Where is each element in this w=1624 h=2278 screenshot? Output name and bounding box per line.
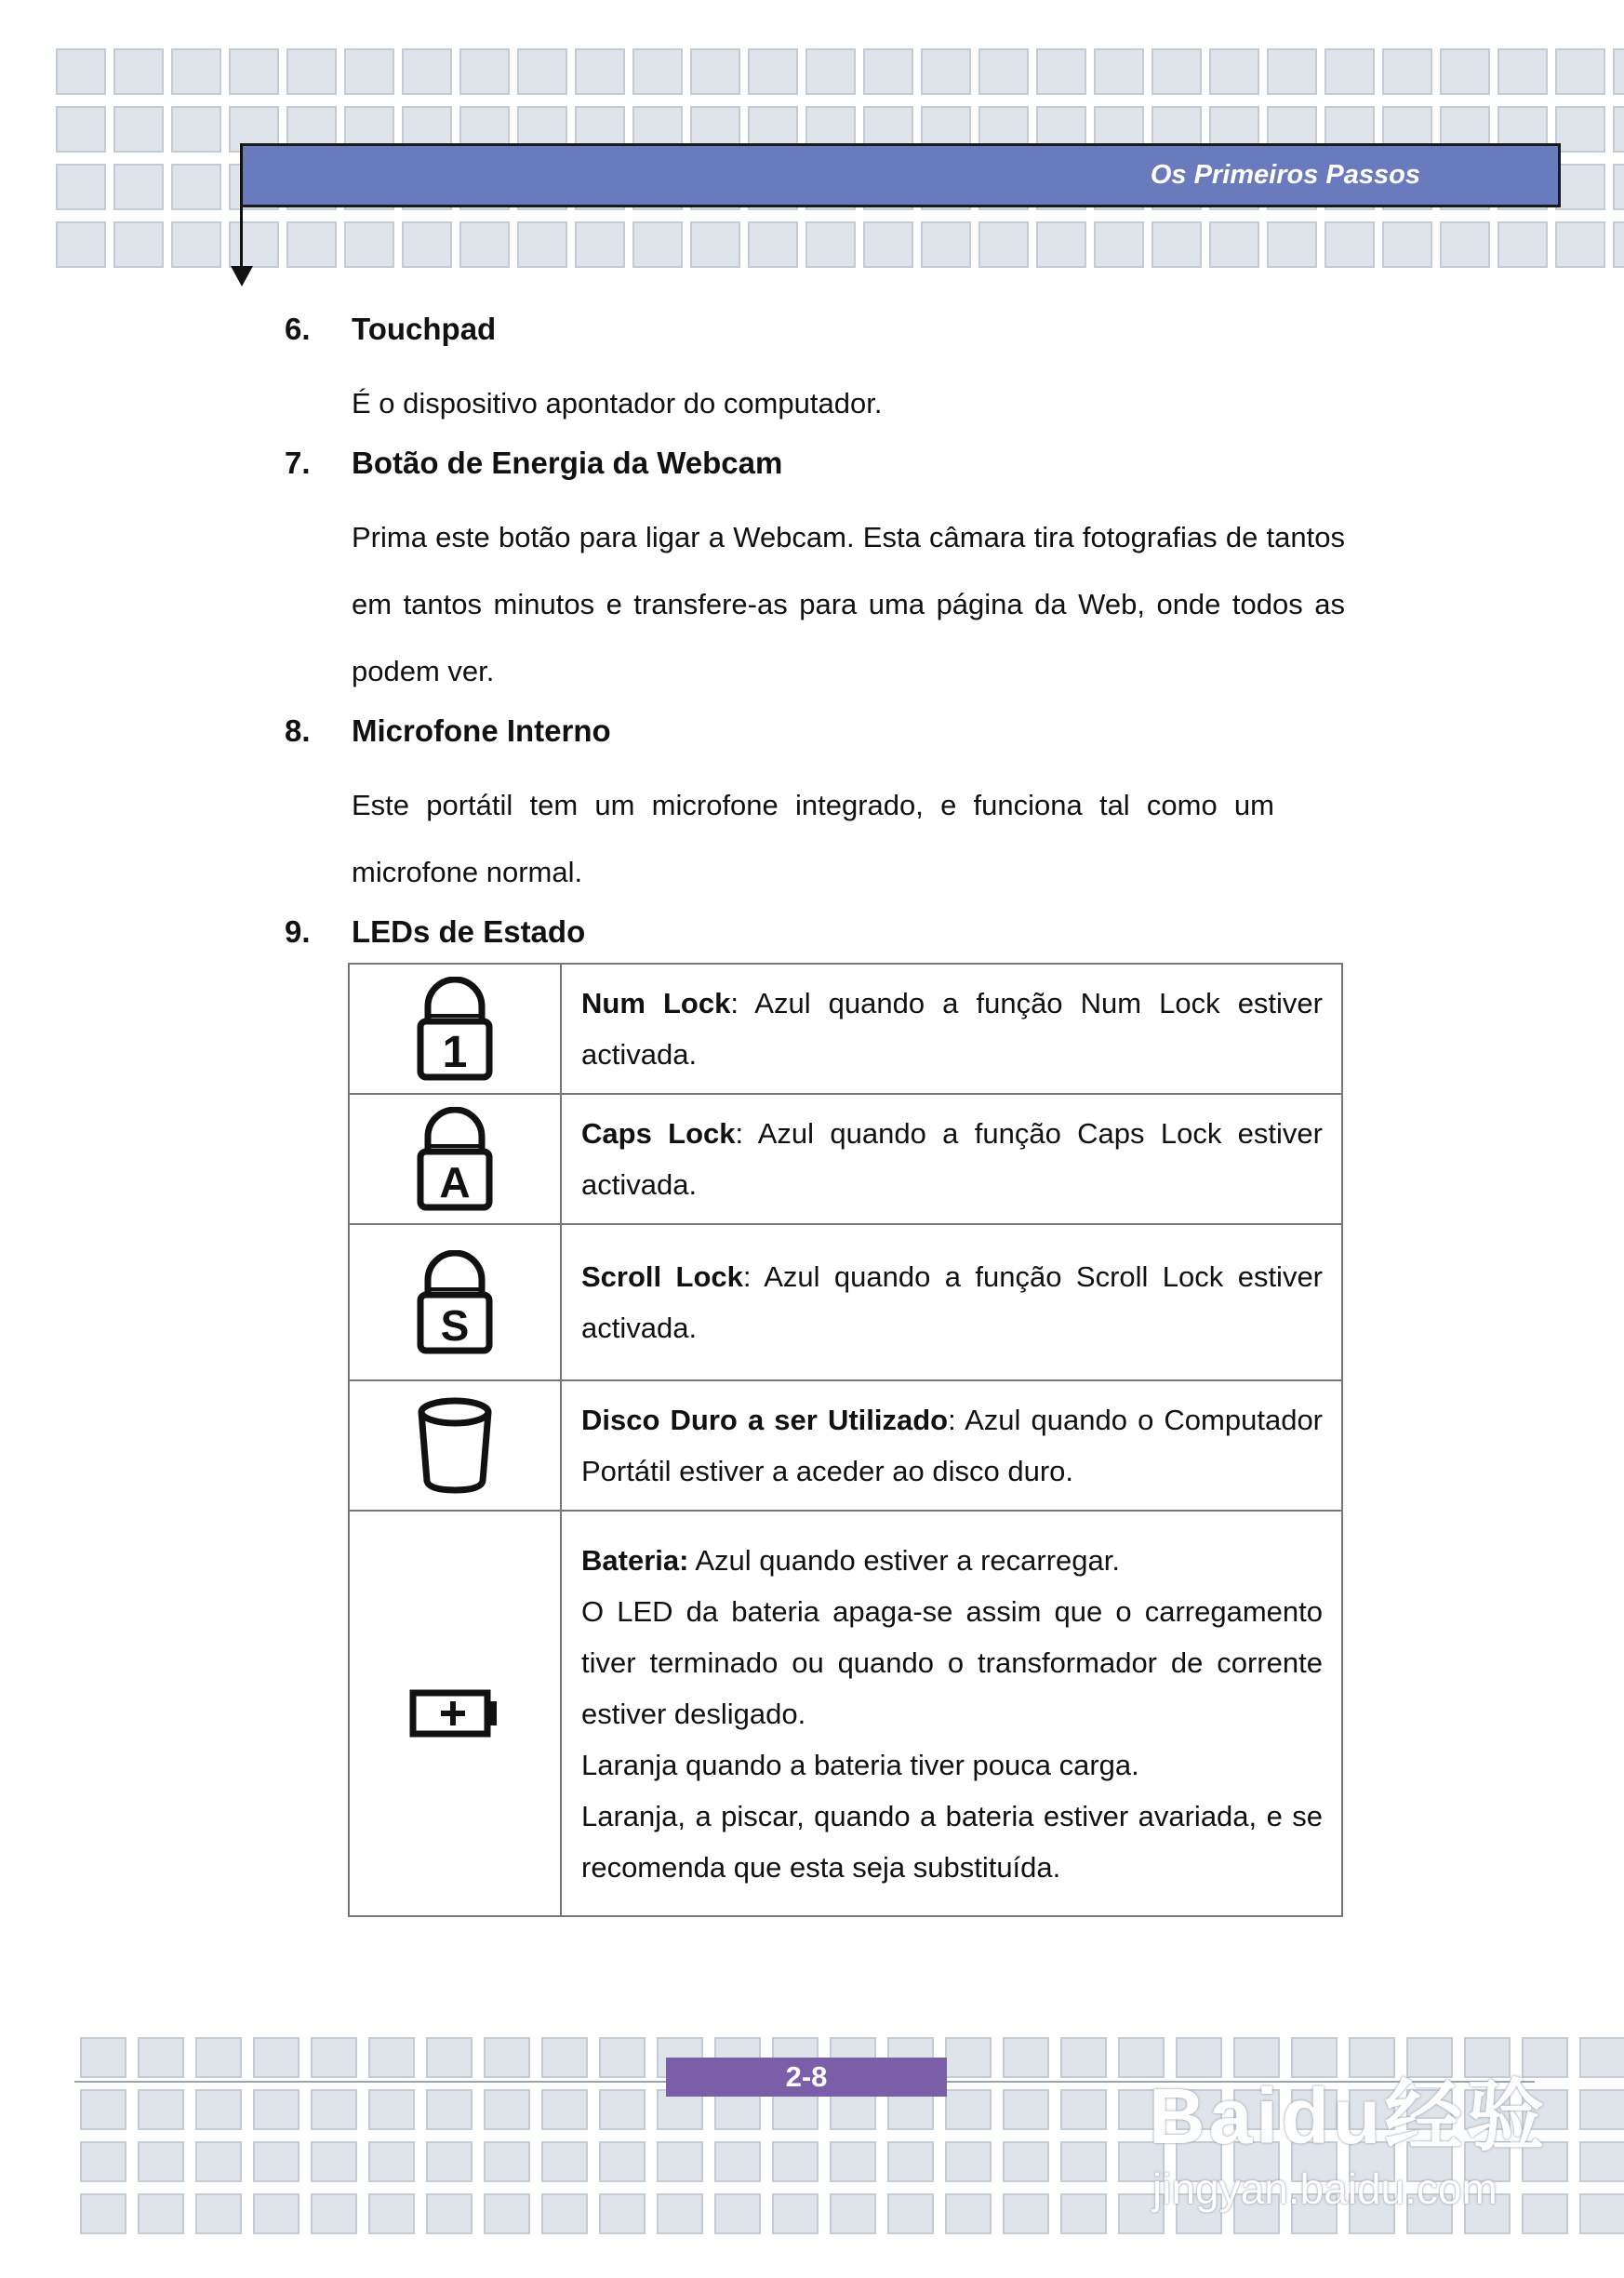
decorative-tile [113, 106, 164, 153]
table-row [349, 1380, 1342, 1511]
item-number: 9. [285, 914, 311, 949]
decorative-tile [690, 48, 740, 95]
decorative-tile [1579, 2141, 1624, 2182]
decorative-tile [541, 2089, 588, 2130]
table-row [349, 1511, 1342, 1916]
chapter-title: Os Primeiros Passos [1150, 160, 1420, 190]
led-note: Laranja quando a bateria tiver pouca carga. [581, 1748, 1139, 1781]
svg-text:1: 1 [442, 1028, 468, 1077]
decorative-tile [1267, 221, 1317, 268]
led-description: : Azul quando a função Scroll Lock estiver activada. [581, 1260, 1324, 1344]
led-description: Azul quando estiver a recarregar. [688, 1543, 1120, 1577]
svg-text:S: S [440, 1301, 470, 1350]
num-lock-icon [415, 977, 495, 1081]
decorative-tile [1060, 2089, 1107, 2130]
decorative-tile [772, 2193, 819, 2234]
decorative-tile [311, 2089, 357, 2130]
decorative-tile [1555, 221, 1605, 268]
decorative-tile [575, 48, 625, 95]
item-webcam-button [285, 437, 1345, 705]
decorative-tile [253, 2141, 300, 2182]
decorative-tile [945, 2037, 992, 2078]
decorative-tile [830, 2141, 876, 2182]
led-label: Disco Duro a ser Utilizado [581, 1404, 949, 1436]
hard-disk-icon [416, 1395, 494, 1496]
item-description: Prima este botão para ligar a Webcam. Esta câmara tira fotografias de tantos em tantos minutos e transfere-as para uma página da Web, onde todos as podem ver. [352, 521, 1345, 687]
item-title: Microfone Interno [352, 713, 611, 748]
led-label: Num Lock [581, 987, 731, 1019]
decorative-tile [772, 2141, 819, 2182]
decorative-tile [830, 2193, 876, 2234]
decorative-tile [575, 221, 625, 268]
decorative-tile [426, 2089, 473, 2130]
decorative-tile [56, 221, 106, 268]
decorative-tile [863, 221, 913, 268]
decorative-tile [1094, 221, 1144, 268]
decorative-tile [714, 2141, 761, 2182]
decorative-tile [805, 221, 856, 268]
decorative-tile [1151, 221, 1202, 268]
decorative-tile [80, 2089, 126, 2130]
decorative-tile [1555, 164, 1605, 210]
decorative-tile [171, 48, 221, 95]
decorative-tile [945, 2141, 992, 2182]
item-number: 8. [285, 713, 311, 748]
decorative-tile [1498, 48, 1548, 95]
decorative-tile [311, 2193, 357, 2234]
decorative-tile [484, 2037, 530, 2078]
decorative-tile [368, 2089, 415, 2130]
decorative-tile [368, 2193, 415, 2234]
decorative-tile [1613, 164, 1624, 210]
decorative-tile [690, 221, 740, 268]
decorative-tile [1209, 48, 1259, 95]
led-label: Bateria: [581, 1543, 689, 1577]
decorative-tile [599, 2089, 646, 2130]
decorative-tile [541, 2193, 588, 2234]
item-title: LEDs de Estado [352, 914, 586, 949]
decorative-tile [286, 48, 337, 95]
decorative-tile [863, 48, 913, 95]
decorative-tile [541, 2037, 588, 2078]
decorative-tile [484, 2141, 530, 2182]
decorative-tile [1060, 2141, 1107, 2182]
decorative-tile [195, 2141, 242, 2182]
decorative-tile [311, 2141, 357, 2182]
decorative-tile [1060, 2037, 1107, 2078]
item-microphone [285, 705, 1345, 906]
decorative-tile [632, 221, 683, 268]
caps-lock-icon [415, 1107, 495, 1211]
item-number: 7. [285, 446, 311, 480]
decorative-tile [113, 48, 164, 95]
decorative-tile [1579, 2193, 1624, 2234]
led-note: Laranja, a piscar, quando a bateria estiver avariada, e se recomenda que esta seja substituída. [581, 1799, 1323, 1884]
decorative-tile [1209, 221, 1259, 268]
decorative-tile [1382, 221, 1432, 268]
decorative-tile [195, 2193, 242, 2234]
decorative-tile [978, 221, 1029, 268]
decorative-tile [945, 2089, 992, 2130]
decorative-tile [56, 106, 106, 153]
decorative-tile [1003, 2089, 1049, 2130]
item-number: 6. [285, 312, 311, 346]
decorative-tile [171, 164, 221, 210]
decorative-tile [253, 2037, 300, 2078]
decorative-tile [599, 2037, 646, 2078]
watermark [1149, 2028, 1549, 2232]
decorative-tile [1555, 106, 1605, 153]
led-table [348, 963, 1343, 1917]
item-title: Botão de Energia da Webcam [352, 446, 783, 480]
decorative-tile [1440, 48, 1490, 95]
page-number: 2-8 [666, 2058, 947, 2097]
decorative-tile [1579, 2089, 1624, 2130]
decorative-tile [1060, 2193, 1107, 2234]
decorative-tile [253, 2193, 300, 2234]
decorative-tile [80, 2193, 126, 2234]
decorative-tile [138, 2037, 184, 2078]
decorative-tile [887, 2193, 934, 2234]
table-row [349, 1224, 1342, 1380]
decorative-tile [484, 2193, 530, 2234]
decorative-tile [1555, 48, 1605, 95]
decorative-tile [56, 48, 106, 95]
decorative-tile [113, 221, 164, 268]
decorative-tile [80, 2037, 126, 2078]
decorative-tile [657, 2193, 703, 2234]
decorative-tile [1613, 221, 1624, 268]
decorative-tile [632, 48, 683, 95]
decorative-tile [80, 2141, 126, 2182]
chapter-header [240, 143, 1561, 207]
decorative-tile [748, 221, 798, 268]
decorative-tile [56, 164, 106, 210]
decorative-tile [921, 221, 971, 268]
decorative-tile [517, 48, 567, 95]
decorative-tile [426, 2037, 473, 2078]
arrow-line [240, 143, 243, 269]
item-description: É o dispositivo apontador do computador. [352, 387, 883, 420]
decorative-tile [714, 2193, 761, 2234]
decorative-tile [171, 221, 221, 268]
decorative-tile [748, 48, 798, 95]
decorative-tile [138, 2193, 184, 2234]
svg-text:A: A [439, 1158, 471, 1206]
decorative-tile [1324, 48, 1375, 95]
decorative-tile [657, 2141, 703, 2182]
decorative-tile [1151, 48, 1202, 95]
led-label: Caps Lock [581, 1117, 736, 1150]
decorative-tile [1498, 221, 1548, 268]
decorative-tile [1579, 2037, 1624, 2078]
scroll-lock-icon [415, 1250, 495, 1354]
decorative-tile [1003, 2193, 1049, 2234]
decorative-tile [517, 221, 567, 268]
decorative-tile [402, 221, 452, 268]
decorative-tile [426, 2193, 473, 2234]
decorative-tile [921, 48, 971, 95]
decorative-tile [887, 2141, 934, 2182]
led-label: Scroll Lock [581, 1260, 743, 1293]
decorative-tile [138, 2089, 184, 2130]
table-row [349, 1094, 1342, 1224]
decorative-tile [253, 2089, 300, 2130]
decorative-tile [805, 48, 856, 95]
decorative-tile [113, 164, 164, 210]
decorative-tile [344, 221, 394, 268]
decorative-tile [368, 2037, 415, 2078]
decorative-tile [945, 2193, 992, 2234]
item-title: Touchpad [352, 312, 497, 346]
decorative-tile [459, 48, 510, 95]
led-description: : Azul quando a função Caps Lock estiver activada. [581, 1117, 1323, 1201]
content [285, 303, 1345, 973]
decorative-tile [138, 2141, 184, 2182]
decorative-tile [599, 2141, 646, 2182]
decorative-tile [541, 2141, 588, 2182]
decorative-tile [426, 2141, 473, 2182]
decorative-tile [1094, 48, 1144, 95]
decorative-tile [484, 2089, 530, 2130]
decorative-tile [171, 106, 221, 153]
decorative-tile [1036, 48, 1086, 95]
table-row [349, 964, 1342, 1094]
decorative-tile [1613, 106, 1624, 153]
decorative-tile [1003, 2037, 1049, 2078]
decorative-tile [599, 2193, 646, 2234]
decorative-tile [1036, 221, 1086, 268]
decorative-tile [195, 2037, 242, 2078]
decorative-tile [229, 221, 279, 268]
led-note: O LED da bateria apaga-se assim que o carregamento tiver terminado ou quando o transformador de corrente estiver desligado. [581, 1594, 1323, 1730]
decorative-tile [229, 48, 279, 95]
watermark-brand: Baidu经验 [1149, 2072, 1549, 2160]
decorative-tile [1324, 221, 1375, 268]
battery-icon [409, 1689, 500, 1738]
watermark-url: jingyan.baidu.com [1152, 2165, 1498, 2213]
led-description: : Azul quando o Computador Portátil estiver a aceder ao disco duro. [581, 1404, 1324, 1487]
decorative-tile [368, 2141, 415, 2182]
item-description: Este portátil tem um microfone integrado, e funciona tal como um microfone normal. [352, 789, 1274, 888]
arrow-down-icon [231, 266, 253, 286]
decorative-tile [1267, 48, 1317, 95]
decorative-tile [1613, 48, 1624, 95]
decorative-tile [286, 221, 337, 268]
decorative-tile [402, 48, 452, 95]
decorative-tile [1440, 221, 1490, 268]
item-touchpad [285, 303, 1345, 437]
decorative-tile [1003, 2141, 1049, 2182]
decorative-tile [311, 2037, 357, 2078]
led-description: : Azul quando a função Num Lock estiver activada. [581, 987, 1323, 1071]
decorative-tile [1382, 48, 1432, 95]
decorative-tile [978, 48, 1029, 95]
decorative-tile [195, 2089, 242, 2130]
decorative-tile [344, 48, 394, 95]
decorative-tile [459, 221, 510, 268]
